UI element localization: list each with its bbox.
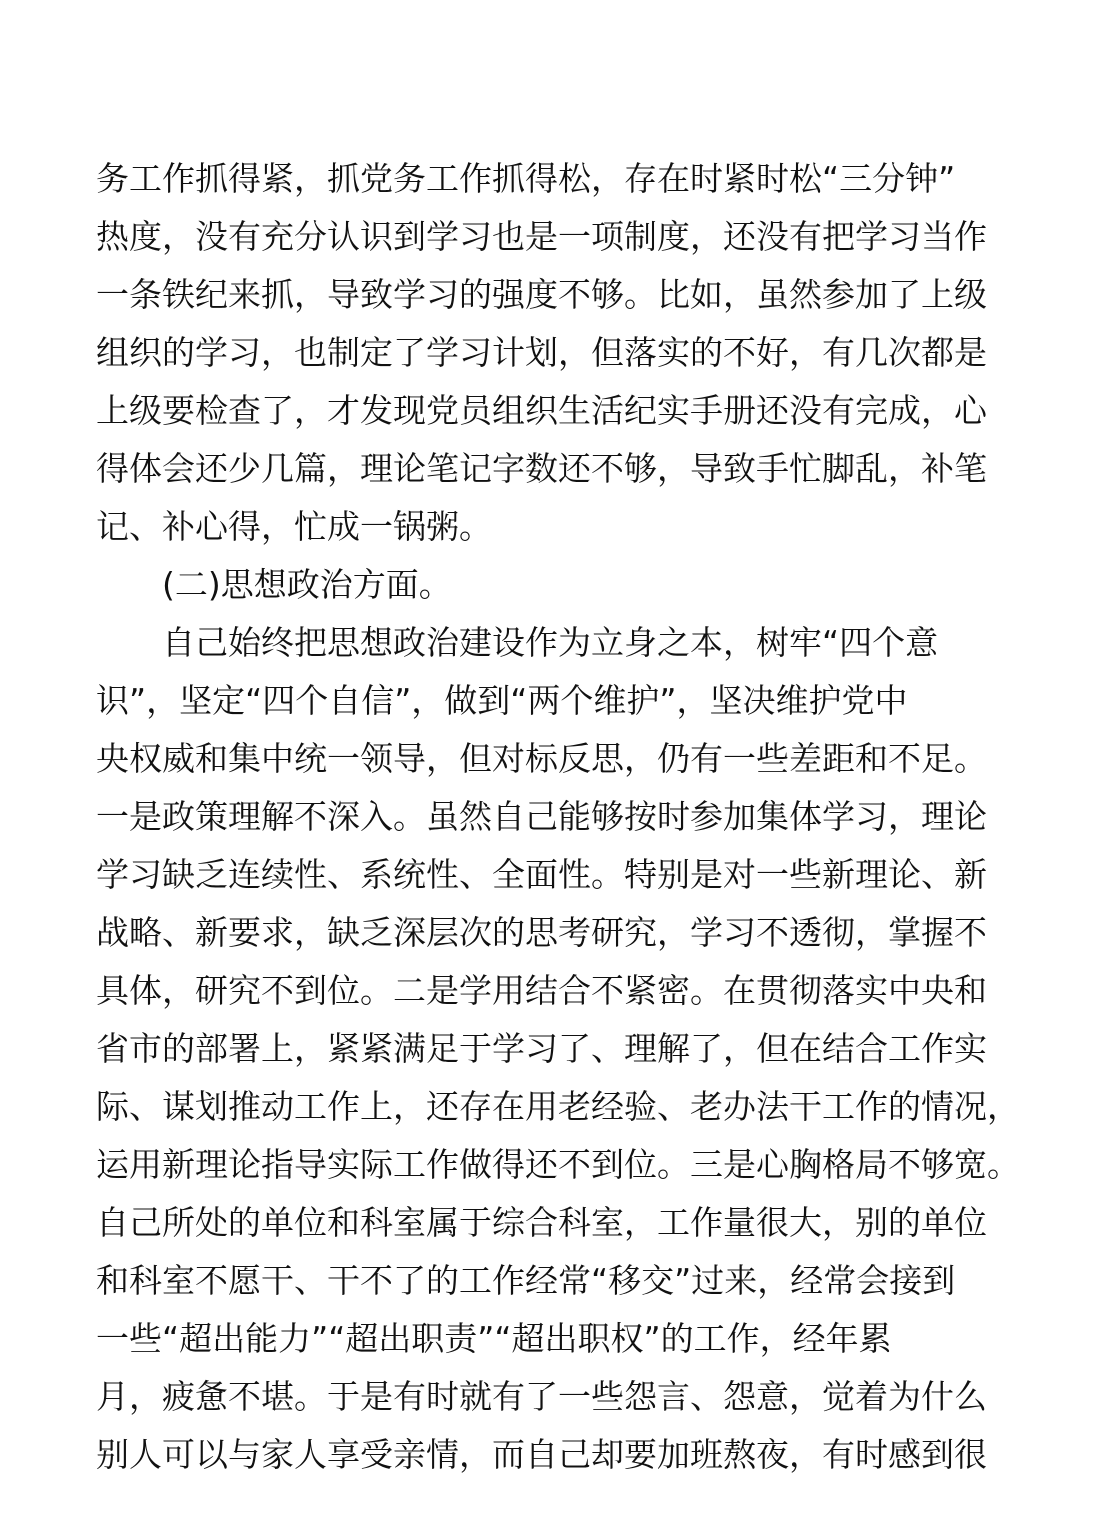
text-line: 一些“超出能力”“超出职责”“超出职权”的工作，经年累 <box>96 1319 892 1358</box>
text-line: 务工作抓得紧，抓党务工作抓得松，存在时紧时松“三分钟” <box>96 159 956 198</box>
text-line: 具体，研究不到位。二是学用结合不紧密。在贯彻落实中央和 <box>96 971 987 1010</box>
text-line: 一条铁纪来抓，导致学习的强度不够。比如，虽然参加了上级 <box>96 275 987 314</box>
text-line: 得体会还少几篇，理论笔记字数还不够，导致手忙脚乱，补笔 <box>96 449 987 488</box>
text-line: 别人可以与家人享受亲情，而自己却要加班熬夜，有时感到很 <box>96 1435 987 1474</box>
text-line: 省市的部署上，紧紧满足于学习了、理解了，但在结合工作实 <box>96 1029 987 1068</box>
text-line: 识”，坚定“四个自信”，做到“两个维护”，坚决维护党中 <box>96 681 908 720</box>
text-line: 记、补心得，忙成一锅粥。 <box>96 507 492 546</box>
text-line: 运用新理论指导实际工作做得还不到位。三是心胸格局不够宽。 <box>96 1145 1020 1184</box>
text-line: 自己所处的单位和科室属于综合科室，工作量很大，别的单位 <box>96 1203 987 1242</box>
text-line: 学习缺乏连续性、系统性、全面性。特别是对一些新理论、新 <box>96 855 987 894</box>
text-line: 际、谋划推动工作上，还存在用老经验、老办法干工作的情况， <box>96 1087 1020 1126</box>
text-line: 和科室不愿干、干不了的工作经常“移交”过来，经常会接到 <box>96 1261 956 1300</box>
text-line: 上级要检查了，才发现党员组织生活纪实手册还没有完成，心 <box>96 391 987 430</box>
text-line: 月，疲惫不堪。于是有时就有了一些怨言、怨意，觉着为什么 <box>96 1377 987 1416</box>
section-heading: (二)思想政治方面。 <box>162 565 452 604</box>
text-line: 战略、新要求，缺乏深层次的思考研究，学习不透彻，掌握不 <box>96 913 987 952</box>
text-line: 央权威和集中统一领导，但对标反思，仍有一些差距和不足。 <box>96 739 987 778</box>
text-line: 热度，没有充分认识到学习也是一项制度，还没有把学习当作 <box>96 217 987 256</box>
body-text <box>96 150 1036 1484</box>
paragraph-first-line: 自己始终把思想政治建设作为立身之本，树牢“四个意 <box>162 623 939 662</box>
text-line: 组织的学习，也制定了学习计划，但落实的不好，有几次都是 <box>96 333 987 372</box>
text-line: 一是政策理解不深入。虽然自己能够按时参加集体学习，理论 <box>96 797 987 836</box>
